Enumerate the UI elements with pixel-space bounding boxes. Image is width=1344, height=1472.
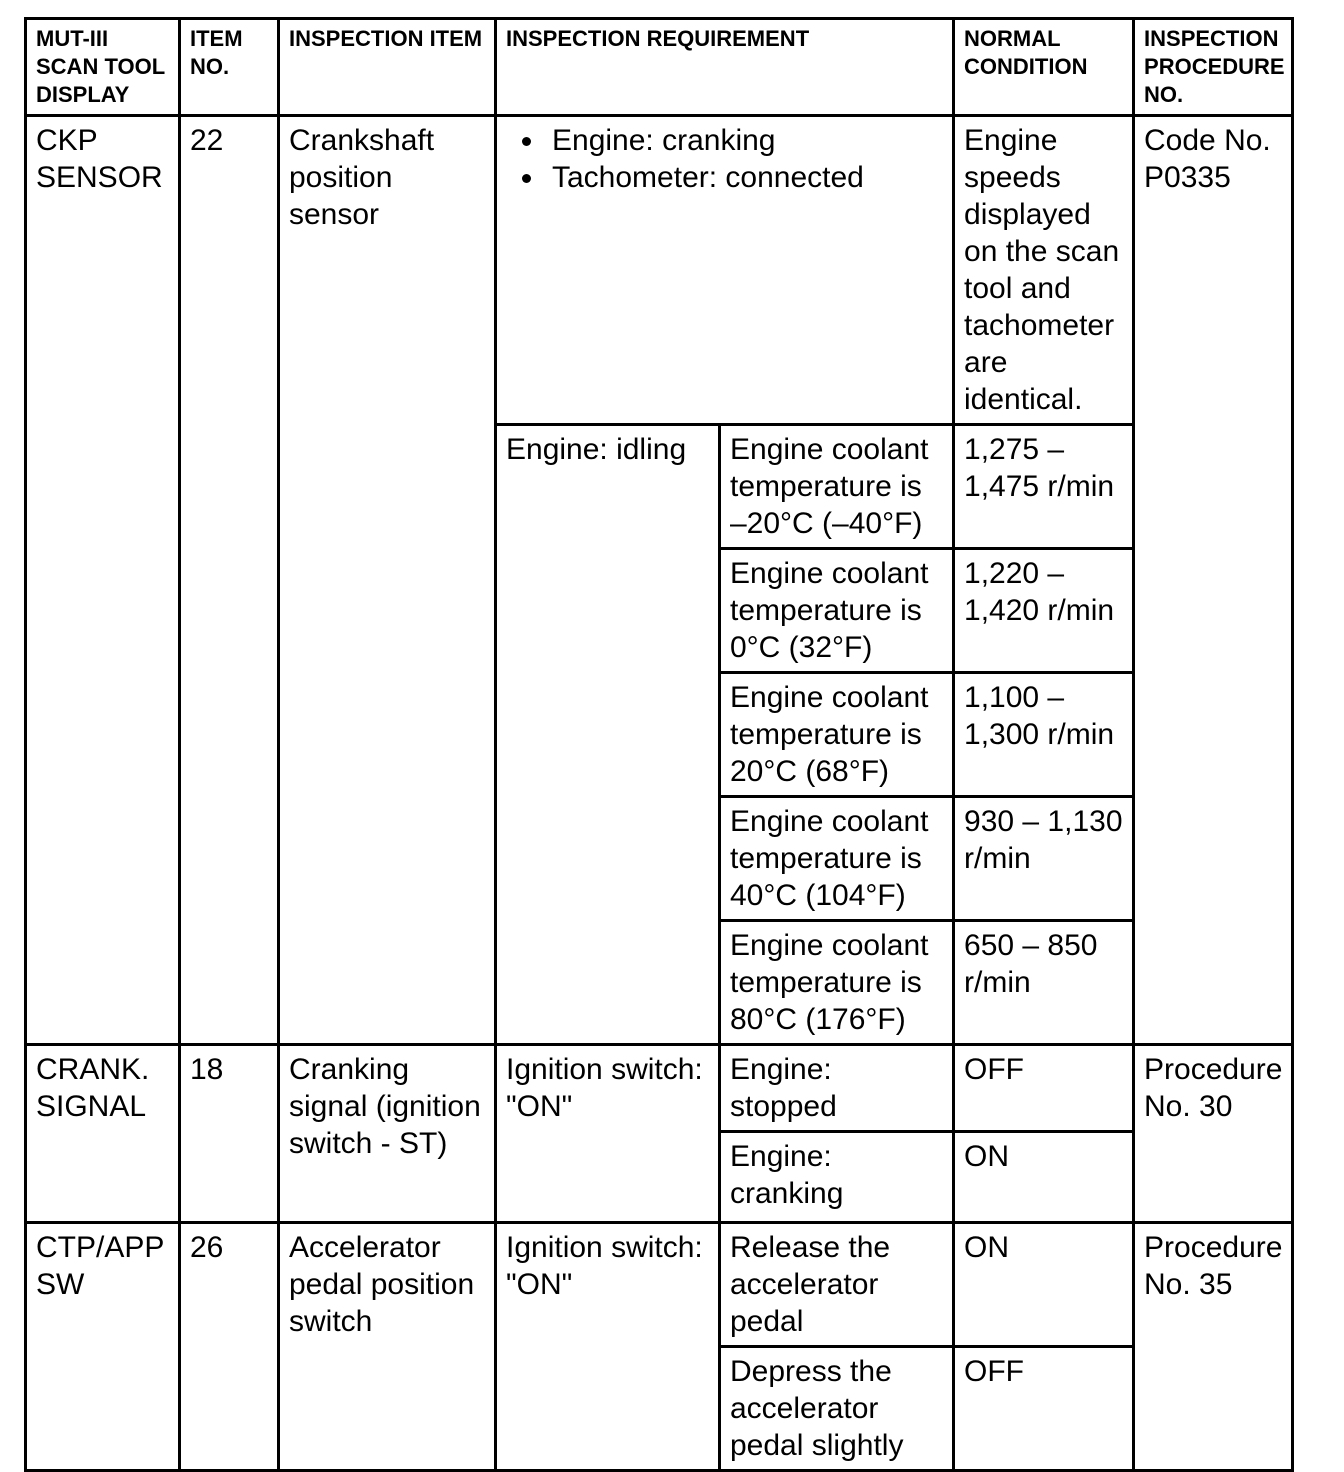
cell-crank-procedure: Procedure No. 30 bbox=[1134, 1045, 1293, 1223]
cell-ckp-requirement-bullets bbox=[496, 116, 954, 425]
col-header-item-no: ITEM NO. bbox=[180, 19, 279, 116]
col-header-normal-condition: NORMAL CONDITION bbox=[954, 19, 1134, 116]
cell-crank-on: ON bbox=[954, 1132, 1134, 1223]
cell-ctp-release-pedal: Release the accelerator pedal bbox=[720, 1223, 954, 1347]
cell-ckp-normal-main: Engine speeds displayed on the scan tool and tachometer are identical. bbox=[954, 116, 1134, 425]
cell-crank-inspection-item: Cranking signal (ignition switch - ST) bbox=[279, 1045, 496, 1223]
cell-ctp-item-no: 26 bbox=[180, 1223, 279, 1471]
cell-coolant-80: Engine coolant temperature is 80°C (176°F) bbox=[720, 921, 954, 1045]
requirement-bullet-list bbox=[506, 122, 944, 196]
inspection-table bbox=[24, 17, 1294, 1472]
cell-crank-requirement: Ignition switch: "ON" bbox=[496, 1045, 720, 1223]
cell-ctp-display: CTP/APP SW bbox=[26, 1223, 180, 1471]
cell-crank-item-no: 18 bbox=[180, 1045, 279, 1223]
cell-ckp-inspection-item: Crankshaft position sensor bbox=[279, 116, 496, 1045]
col-header-inspection-requirement: INSPECTION REQUIREMENT bbox=[496, 19, 954, 116]
cell-crank-display: CRANK. SIGNAL bbox=[26, 1045, 180, 1223]
cell-ctp-off: OFF bbox=[954, 1347, 1134, 1471]
cell-ckp-idling-label: Engine: idling bbox=[496, 425, 720, 1045]
cell-coolant-40: Engine coolant temperature is 40°C (104°F) bbox=[720, 797, 954, 921]
cell-ctp-procedure: Procedure No. 35 bbox=[1134, 1223, 1293, 1471]
bullet-engine-cranking: • Engine: cranking bbox=[546, 122, 944, 159]
table-row-ctp-1 bbox=[26, 1223, 1293, 1347]
cell-coolant-0: Engine coolant temperature is 0°C (32°F) bbox=[720, 549, 954, 673]
cell-ctp-on: ON bbox=[954, 1223, 1134, 1347]
bullet-tachometer-connected: • Tachometer: connected bbox=[546, 159, 944, 196]
col-header-inspection-procedure-no: INSPECTION PROCEDURE NO. bbox=[1134, 19, 1293, 116]
cell-ctp-requirement: Ignition switch: "ON" bbox=[496, 1223, 720, 1471]
cell-rpm-0: 1,220 – 1,420 r/min bbox=[954, 549, 1134, 673]
cell-coolant-minus20: Engine coolant temperature is –20°C (–40°F) bbox=[720, 425, 954, 549]
table-row-ckp-main bbox=[26, 116, 1293, 425]
cell-ckp-procedure: Code No. P0335 bbox=[1134, 116, 1293, 1045]
cell-ckp-display: CKP SENSOR bbox=[26, 116, 180, 1045]
cell-ckp-item-no: 22 bbox=[180, 116, 279, 1045]
cell-rpm-20: 1,100 – 1,300 r/min bbox=[954, 673, 1134, 797]
header-row bbox=[26, 19, 1293, 116]
cell-coolant-20: Engine coolant temperature is 20°C (68°F) bbox=[720, 673, 954, 797]
col-header-scan-tool-display: MUT-III SCAN TOOL DISPLAY bbox=[26, 19, 180, 116]
cell-ctp-inspection-item: Accelerator pedal position switch bbox=[279, 1223, 496, 1471]
cell-rpm-40: 930 – 1,130 r/min bbox=[954, 797, 1134, 921]
cell-crank-engine-cranking: Engine: cranking bbox=[720, 1132, 954, 1223]
cell-rpm-80: 650 – 850 r/min bbox=[954, 921, 1134, 1045]
cell-crank-engine-stopped: Engine: stopped bbox=[720, 1045, 954, 1132]
col-header-inspection-item: INSPECTION ITEM bbox=[279, 19, 496, 116]
cell-rpm-minus20: 1,275 – 1,475 r/min bbox=[954, 425, 1134, 549]
cell-ctp-depress-pedal: Depress the accelerator pedal slightly bbox=[720, 1347, 954, 1471]
cell-crank-off: OFF bbox=[954, 1045, 1134, 1132]
table-row-crank-1 bbox=[26, 1045, 1293, 1132]
